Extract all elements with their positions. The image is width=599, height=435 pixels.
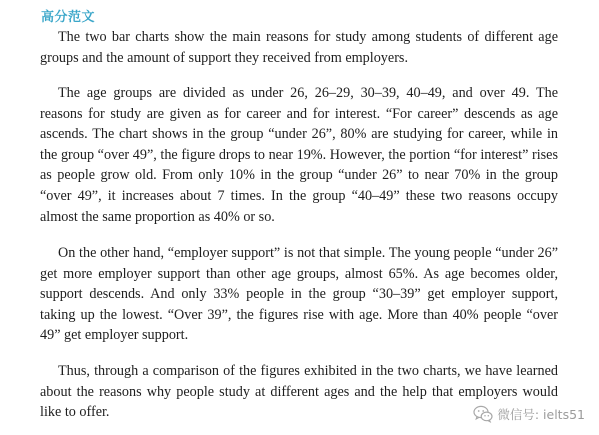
paragraph-employer-support [40, 243, 558, 346]
wechat-icon [473, 405, 493, 423]
paragraph-intro-text: The two bar charts show the main reasons for study among students of different age groups and the amount of support they received from employers. [40, 29, 558, 66]
paragraph-study-reasons-text: The age groups are divided as under 26, 26–29, 30–39, 40–49, and over 49. The reasons for study are given as for career and for interest. “For career” descends as age ascends. The chart shows in the group “under 26”, 80% are studying for career, while in the group “over 49”, the figure drops to near 19%. However, the portion “for interest” rises as people grow old. From only 10% in the group “under 26” to near 70% in the group “over 49”, it increases about 7 times. In the group “40–49” these two reasons occupy almost the same proportion as 40% or so. [40, 85, 558, 225]
section-heading: 高分范文 [41, 10, 96, 25]
watermark [473, 405, 585, 423]
paragraph-conclusion-text: Thus, through a comparison of the figures exhibited in the two charts, we have learned about the reasons why people study at different ages and the help that employers would like to offer. [40, 363, 558, 421]
paragraph-study-reasons [40, 83, 558, 227]
paragraph-employer-support-text: On the other hand, “employer support” is not that simple. The young people “under 26” get more employer support than other age groups, almost 65%. As age becomes older, support descends. And only 33% people in the group “30–39” get employer support, taking up the lowest. “Over 39”, the figures rise with age. More than 40% people “over 49” get employer support. [40, 245, 558, 344]
watermark-text: 微信号: ielts51 [497, 407, 585, 422]
paragraph-intro [40, 27, 558, 68]
